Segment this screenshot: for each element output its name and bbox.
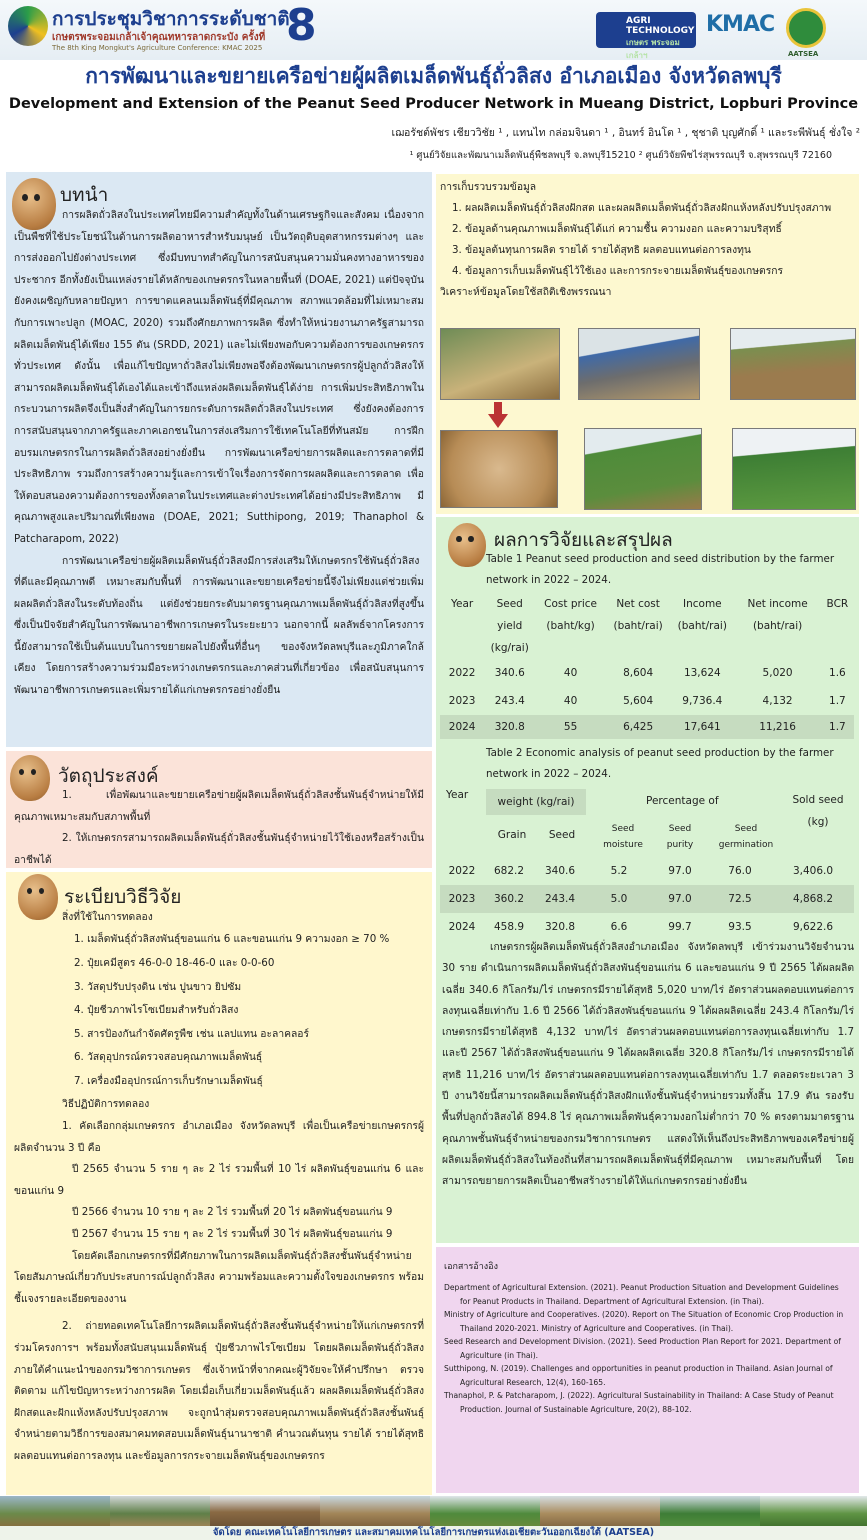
- material-item: 2. ปุ๋ยเคมีสูตร 46-0-0 18-46-0 และ 0-0-60: [74, 957, 275, 969]
- footer-photo: [320, 1496, 431, 1528]
- table1-header-line: (baht/rai): [613, 620, 663, 632]
- table1-cell: 5,020: [762, 667, 793, 679]
- table2-header-percentage: Percentage of: [646, 795, 719, 807]
- agri-logo-name: AGRI TECHNOLOGY: [626, 16, 695, 36]
- peanut-mascot-icon: [448, 523, 486, 567]
- reference-item: Ministry of Agriculture and Cooperatives. (2020). Report on The Situation of Economic Crop Production in: [444, 1310, 844, 1319]
- table2-subheader: Grain: [497, 829, 527, 841]
- conference-header: [0, 0, 867, 60]
- conference-logo: [8, 6, 48, 46]
- table-row: [440, 659, 854, 687]
- table1-cell: 6,425: [623, 721, 654, 733]
- field-visit-photo: [584, 428, 702, 510]
- poster-title-english: Development and Extension of the Peanut Seed Producer Network in Mueang District, Lopburi Province: [8, 96, 859, 112]
- table2: [440, 785, 854, 940]
- peanut-mascot-icon: [18, 874, 58, 920]
- table1-header-line: Income: [683, 598, 722, 610]
- agri-technology-logo: [596, 12, 696, 60]
- references-panel: [436, 1247, 859, 1493]
- table2-subheader: Seed moisture: [603, 824, 643, 850]
- table2-subheader: Seed purity: [666, 824, 694, 850]
- table2-cell: 2024: [448, 921, 476, 933]
- reference-item: Thanaphol, P. & Patcharapom, J. (2022). Agricultural Sustainability in Thailand: A Case Study of Peanut: [444, 1391, 834, 1400]
- table1-cell: 55: [563, 721, 578, 733]
- table2-cell: 458.9: [493, 921, 525, 933]
- table1-cell: 9,736.4: [682, 695, 723, 707]
- materials-heading: สิ่งที่ใช้ในการทดลอง: [62, 911, 153, 923]
- table2-caption: Table 2 Economic analysis of peanut seed production by the farmer network in 2022 – 2024.: [486, 747, 834, 780]
- table2-cell: 76.0: [728, 865, 752, 877]
- table1-cell: 2024: [448, 721, 476, 733]
- objectives-heading: วัตถุประสงค์: [58, 765, 159, 787]
- procedure-year-2565: ปี 2565 จำนวน 5 ราย ๆ ละ 2 ไร่ รวมพื้นที่ 10 ไร่ ผลิตพันธุ์ขอนแก่น 6 และขอนแก่น 9: [14, 1163, 424, 1197]
- table1-header-cell: [734, 593, 820, 659]
- data-collection-list: [440, 198, 854, 303]
- table2-cell: 320.8: [544, 921, 576, 933]
- conference-english: The 8th King Mongkut's Agriculture Conference: KMAC 2025: [52, 44, 263, 52]
- table2-cell: 243.4: [544, 893, 576, 905]
- table-row: [440, 885, 854, 913]
- table1-header-line: yield: [497, 620, 523, 632]
- introduction-paragraph-2: การพัฒนาเครือข่ายผู้ผลิตเมล็ดพันธุ์ถั่วลิสงมีการส่งเสริมให้เกษตรกรใช้พันธุ์ถั่วลิสงที่ดีและมีคุณภาพดี เหมาะสมกับพื้นที่ การพัฒนาและขยายเครือข่ายนี้จึงไม่เพียงแต่ช่วยเพิ่มผลผลิตถั่วลิสงในระดับท้องถิ่น แต่ยังช่วยยกระดับมาตรฐานคุณภาพเมล็ดพันธุ์ถั่วลิสงที่สูงขึ้น ซึ่งเป็นปัจจัยสำคัญในการพัฒนาอาชีพการเกษตรในระยะยาว นอกจากนี้ ผลลัพธ์จากโครงการนี้ยังสามารถใช้เป็นต้นแบบในการขยายผลไปยังพื้นที่อื่นๆ ของจังหวัดลพบุรีและภูมิภาคใกล้เคียง โดยการสร้างความร่วมมือระหว่างเกษตรกรและภาคส่วนที่เกี่ยวข้อง เพื่อสนับสนุนการพัฒนาอาชีพการเกษตรและเพิ่มรายได้แก่เกษตรกรอย่างยั่งยืน: [14, 554, 424, 697]
- data-collection-item: 2. ข้อมูลด้านคุณภาพเมล็ดพันธุ์ได้แก่ ความชื้น ความงอก และความบริสุทธิ์: [452, 223, 782, 235]
- reference-item: Department of Agricultural Extension. (2021). Peanut Production Situation and Development Guidelines: [444, 1283, 839, 1292]
- procedure-year-2567: ปี 2567 จำนวน 15 ราย ๆ ละ 2 ไร่ รวมพื้นที่ 30 ไร่ ผลิตพันธุ์ขอนแก่น 9: [72, 1227, 393, 1240]
- table1-caption: Table 1 Peanut seed production and seed distribution by the farmer network in 2022 – 2024.: [486, 553, 835, 586]
- table1-cell: 4,132: [762, 695, 793, 707]
- table2-cell: 4,868.2: [792, 893, 834, 905]
- reference-list: [444, 1281, 854, 1416]
- table1-header-line: Year: [451, 598, 474, 610]
- material-item: 6. วัสดุอุปกรณ์ตรวจสอบคุณภาพเมล็ดพันธุ์: [74, 1051, 263, 1063]
- aatsea-logo-icon: [786, 8, 826, 48]
- procedure-step-1: 1. คัดเลือกกลุ่มเกษตรกร อำเภอเมือง จังหวัดลพบุรี เพื่อเป็นเครือข่ายเกษตรกรผู้ผลิตจำนวน 3 ปี คือ: [14, 1120, 424, 1154]
- table2-subheader: Seed: [548, 829, 576, 841]
- reference-item-continued: Production. Journal of Sustainable Agriculture, 20(2), 88-102.: [460, 1404, 692, 1414]
- results-heading: ผลการวิจัยและสรุปผล: [494, 529, 673, 551]
- objective-item: 2. ให้เกษตรกรสามารถผลิตเมล็ดพันธุ์ถั่วลิสงชั้นพันธุ์จำหน่ายไว้ใช้เองหรือสร้างเป็นอาชีพได้: [14, 832, 424, 866]
- table2-cell: 360.2: [493, 893, 525, 905]
- introduction-body: [14, 205, 424, 702]
- crop-field-photo: [732, 428, 856, 510]
- reference-item: Seed Research and Development Division. (2021). Seed Production Plan Report for 2021. Department of: [444, 1337, 841, 1346]
- introduction-heading: บทนำ: [60, 184, 109, 206]
- footer-photo: [210, 1496, 321, 1528]
- data-collection-item: 4. ข้อมูลการเก็บเมล็ดพันธุ์ไว้ใช้เอง และการกระจายเมล็ดพันธุ์ของเกษตรกร: [452, 265, 784, 277]
- footer-photo: [0, 1496, 111, 1528]
- introduction-paragraph-1: การผลิตถั่วลิสงในประเทศไทยมีความสำคัญทั้งในด้านเศรษฐกิจและสังคม เนื่องจากเป็นพืชที่ใช้ประโยชน์ในด้านการผลิตอาหารสำหรับมนุษย์ เป็นวัตถุดิบอุตสาหกรรมต่างๆ และการส่งออกไปยังต่างประเทศ ซึ่งมีบทบาทสำคัญในการสนับสนุนความมั่นคงทางอาหารของประชากร อีกทั้งยังเป็นแหล่งรายได้หลักของเกษตรกรในหลายพื้นที่ (DOAE, 2021) แต่ปัจจุบันยังคงเผชิญกับหลายปัญหา การขาดแคลนเมล็ดพันธุ์ที่มีคุณภาพ สภาพแวดล้อมที่ไม่เหมาะสมกับการเพาะปลูก (MOAC, 2020) รวมถึงศักยภาพการผลิต ซึ่งทำให้หน่วยงานภาครัฐสามารถผลิตเมล็ดพันธุ์ได้เพียง 155 ตัน (SRDD, 2021) และไม่เพียงพอกับความต้องการของเกษตรกรทั่วประเทศ ดังนั้น เพื่อแก้ไขปัญหาถั่วลิสงไม่เพียงพอจึงต้องพัฒนาเกษตรกรผู้ปลูกถั่วลิสงให้สามารถผลิตเมล็ดพันธุ์ได้เองได้และเข้าถึงแหล่งผลิตเมล็ดพันธุ์ได้ง่าย การเพิ่มประสิทธิภาพในกระบวนการผลิตจึงเป็นสิ่งสำคัญในการยกระดับการผลิตถั่วลิสงในประเทศ ซึ่งยังคงต้องการการสนับสนุนจากภาครัฐและภาคเอกชนในการส่งเสริมการใช้เทคโนโลยีที่ทันสมัย การฝึกอบรมเกษตรกรในการผลิตถั่วลิสงอย่างยั่งยืน การพัฒนาเครือข่ายการผลิตและการตลาดที่มีประสิทธิภาพ รวมถึงการสร้างความรู้และการเข้าใจเรื่องการจัดการผลผลิตและการตลาด เพื่อให้ตอบสนองความต้องการของทั้งตลาดในประเทศและต่างประเทศได้อย่างมีประสิทธิภาพ มีคุณภาพสูงและปริมาณที่เพียงพอ (DOAE, 2021; Sutthipong, 2019; Thanaphol & Patcharapom, 2022): [14, 209, 424, 545]
- peanut-seed-photo: [440, 430, 558, 508]
- table1-header-cell: [535, 593, 606, 659]
- table1-cell: 243.4: [494, 695, 525, 707]
- arrow-down-icon: [488, 414, 508, 428]
- table2-header-sold: Sold seed (kg): [792, 794, 844, 828]
- table1-cell: 5,604: [623, 695, 654, 707]
- table2-header-year: Year: [446, 789, 469, 801]
- table2-cell: 2022: [448, 865, 476, 877]
- reference-item-continued: Agricultural Research, 12(4), 160-165.: [460, 1377, 606, 1387]
- table1-header-cell: [606, 593, 670, 659]
- objective-item: 1. เพื่อพัฒนาและขยายเครือข่ายผู้ผลิตเมล็ดพันธุ์ถั่วลิสงชั้นพันธุ์จำหน่ายให้มีคุณภาพเหมาะสมกับสภาพพื้นที่: [14, 789, 424, 823]
- table1-header-line: Net cost: [616, 598, 660, 610]
- references-heading: เอกสารอ้างอิง: [444, 1262, 498, 1272]
- table1-cell: 1.7: [829, 721, 846, 733]
- table2-cell: 682.2: [493, 865, 525, 877]
- data-collection-panel: [436, 174, 859, 514]
- procedure-selection: โดยคัดเลือกเกษตรกรที่มีศักยภาพในการผลิตเมล็ดพันธุ์ถั่วลิสงชั้นพันธุ์จำหน่าย โดยสัมภาษณ์เกี่ยวกับประสบการณ์ปลูกถั่วลิสง ความพร้อมและความตั้งใจของเกษตรกร พร้อมชี้แจงรายละเอียดของงาน: [14, 1249, 424, 1305]
- footer-photo: [110, 1496, 211, 1528]
- table2-cell: 3,406.0: [792, 865, 834, 877]
- aatsea-logo-text: AATSEA: [788, 50, 819, 58]
- data-collection-heading: การเก็บรวบรวมข้อมูล: [440, 181, 537, 193]
- material-item: 4. ปุ๋ยชีวภาพไรโซเบียมสำหรับถั่วลิสง: [74, 1004, 239, 1016]
- table1-cell: 2022: [448, 667, 476, 679]
- methodology-heading: ระเบียบวิธีวิจัย: [64, 886, 182, 908]
- table1-cell: 8,604: [623, 667, 654, 679]
- material-item: 7. เครื่องมืออุปกรณ์การเก็บรักษาเมล็ดพันธุ์: [74, 1075, 263, 1087]
- author-list: เฌอรัชต์พัชร เชียววิชัย ¹ , แทนไท กล่อมจินดา ¹ , อินทร์ อินโต ¹ , ชุชาติ บุญศักดิ์ ¹ และระพีพันธุ์ ชั่งใจ ²: [391, 127, 860, 139]
- reference-item-continued: Thailand 2020-2021. Ministry of Agriculture and Cooperatives. (in Thai).: [460, 1323, 734, 1333]
- table2-cell: 5.2: [610, 865, 628, 877]
- table1-header-cell: [484, 593, 535, 659]
- procedure-body: [14, 1116, 424, 1468]
- reference-item: Sutthipong, N. (2019). Challenges and opportunities in peanut production in Thailand. Asian Journal of: [444, 1364, 833, 1373]
- table1-header-line: BCR: [826, 598, 849, 610]
- kmac-logo: KMAC: [706, 12, 775, 37]
- table-row: [440, 857, 854, 885]
- data-collection-item: 3. ข้อมูลต้นทุนการผลิต รายได้ รายได้สุทธิ ผลตอบแทนต่อการลงทุน: [452, 244, 751, 256]
- results-summary-text: เกษตรกรผู้ผลิตเมล็ดพันธุ์ถั่วลิสงอำเภอเมือง จังหวัดลพบุรี เข้าร่วมงานวิจัยจำนวน 30 ราย ดำเนินการผลิตเมล็ดพันธุ์ถั่วลิสงพันธุ์ขอนแก่น 6 และขอนแก่น 9 ปี 2565 ได้ผลผลิตเฉลี่ย 340.6 กิโลกรัม/ไร่ เกษตรกรมีรายได้สุทธิ 5,020 บาท/ไร่ อัตราส่วนผลตอบแทนต่อการลงทุนเฉลี่ยเท่ากับ 1.6 ปี 2566 ได้ถั่วลิสงพันธุ์ขอนแก่น 9 ได้ผลผลิตเฉลี่ย 243.4 กิโลกรัม/ไร่ เกษตรกรมีรายได้สุทธิ 4,132 บาท/ไร่ อัตราส่วนผลตอบแทนต่อการลงทุนเฉลี่ยเท่ากับ 1.7 และปี 2567 ได้ถั่วลิสงพันธุ์ขอนแก่น 9 ได้ผลผลิตเฉลี่ย 320.8 กิโลกรัม/ไร่ เกษตรกรมีรายได้สุทธิ 11,216 บาท/ไร่ อัตราส่วนผลตอบแทนต่อการลงทุนเฉลี่ยเท่ากับ 1.7 ตลอดระยะเวลา 3 ปี งานวิจัยนี้สามารถผลิตเมล็ดพันธุ์ถั่วลิสงฝักแห้งชั้นพันธุ์จำหน่ายรวมทั้งสิ้น 17.9 ตัน รองรับพื้นที่ปลูกถั่วลิสงได้ 894.8 ไร่ คุณภาพเมล็ดพันธุ์ความงอกไม่ต่ำกว่า 70 % ตรงตามมาตรฐานคุณภาพชั้นพันธุ์จำหน่ายของกรมวิชาการเกษตร แสดงให้เห็นถึงประสิทธิภาพของเครือข่ายผู้ผลิตเมล็ดพันธุ์ถั่วลิสงในท้องถิ่นที่สามารถผลิตเมล็ดพันธุ์ที่มีคุณภาพ เหมาะสมกับพื้นที่ โดยสามารถขยายการผลิตเป็นอาชีพสร้างรายได้ให้แก่เกษตรกรอย่างยั่งยืน: [442, 941, 854, 1188]
- table-row: [440, 687, 854, 715]
- reference-item-continued: Agriculture (in Thai).: [460, 1350, 539, 1360]
- table1-header-line: (kg/rai): [490, 642, 529, 654]
- meeting-photo: [578, 328, 700, 400]
- table1-cell: 340.6: [494, 667, 525, 679]
- table1-header-cell: [670, 593, 734, 659]
- table1-header-row: [440, 593, 854, 659]
- poster-title-thai: การพัฒนาและขยายเครือข่ายผู้ผลิตเมล็ดพันธุ์ถั่วลิสง อำเภอเมือง จังหวัดลพบุรี: [85, 64, 782, 88]
- table1-cell: 1.7: [829, 695, 846, 707]
- objectives-list: [14, 785, 424, 871]
- table2-cell: 5.0: [610, 893, 628, 905]
- table2-cell: 9,622.6: [792, 921, 834, 933]
- table2-cell: 2023: [448, 893, 476, 905]
- agri-logo-sub: เกษตร พระจอมเกล้าฯ: [626, 38, 680, 60]
- objectives-panel: [6, 751, 432, 868]
- data-analysis-method: วิเคราะห์ข้อมูลโดยใช้สถิติเชิงพรรณนา: [440, 286, 612, 298]
- harvest-photo: [730, 328, 856, 400]
- table1-cell: 17,641: [683, 721, 721, 733]
- table2-cell: 99.7: [668, 921, 692, 933]
- table1-header-line: Seed: [496, 598, 523, 610]
- table1-cell: 13,624: [683, 667, 721, 679]
- table2-cell: 72.5: [728, 893, 752, 905]
- table1: [440, 593, 854, 739]
- table1-cell: 40: [563, 667, 578, 679]
- footer-photo: [540, 1496, 661, 1528]
- table1-cell: 1.6: [829, 667, 846, 679]
- table2-cell: 93.5: [728, 921, 752, 933]
- table1-cell: 320.8: [494, 721, 525, 733]
- table-row: [440, 715, 854, 739]
- material-item: 5. สารป้องกันกำจัดศัตรูพืช เช่น แลปแทน อะลาคลอร์: [74, 1028, 310, 1040]
- footer-photo: [430, 1496, 541, 1528]
- table2-cell: 97.0: [668, 893, 692, 905]
- procedure-year-2566: ปี 2566 จำนวน 10 ราย ๆ ละ 2 ไร่ รวมพื้นที่ 20 ไร่ ผลิตพันธุ์ขอนแก่น 9: [72, 1206, 393, 1219]
- reference-item-continued: for Peanut Products in Thailand. Department of Agricultural Extension. (in Thai).: [460, 1296, 765, 1306]
- results-summary: [442, 937, 854, 1193]
- table1-header-line: Net income: [747, 598, 808, 610]
- introduction-panel: [6, 172, 432, 747]
- table1-header-line: (baht/kg): [546, 620, 595, 632]
- procedure-step-2: 2. ถ่ายทอดเทคโนโลยีการผลิตเมล็ดพันธุ์ถั่วลิสงชั้นพันธุ์จำหน่ายให้แก่เกษตรกรที่ร่วมโครงการฯ พร้อมทั้งสนับสนุนเมล็ดพันธุ์ ปุ๋ยชีวภาพไรโซเบียม โดยผลิตเมล็ดพันธุ์ถั่วลิสงภายใต้คำแนะนำของกรมวิชาการเกษตร ซึ่งเจ้าหน้าที่จากคณะผู้วิจัยจะให้คำปรึกษา ตรวจติดตาม แก้ไขปัญหาระหว่างการผลิต โดยเมื่อเก็บเกี่ยวเมล็ดพันธุ์แล้ว ผลผลิตเมล็ดพันธุ์ถั่วลิสงฝักสดและฝักแห้งหลังปรับปรุงสภาพ จะถูกนำสุ่มตรวจสอบคุณภาพเมล็ดพันธุ์ถั่วลิสงชั้นพันธุ์จำหน่ายตามวิธีการของสมาคมทดสอบเมล็ดพันธุ์นานาชาติ คำนวณต้นทุน รายได้ รายได้สุทธิ ผลตอบแทนต่อการลงทุน และข้อมูลการกระจายเมล็ดพันธุ์ของเกษตรกร: [14, 1320, 424, 1462]
- footer-photo-strip: [0, 1496, 867, 1528]
- conference-subtitle: เกษตรพระจอมเกล้าเจ้าคุณทหารลาดกระบัง ครั้งที่: [52, 32, 266, 43]
- table1-header-cell: [821, 593, 854, 659]
- table2-cell: 97.0: [668, 865, 692, 877]
- material-item: 3. วัสดุปรับปรุงดิน เช่น ปูนขาว ยิปซัม: [74, 981, 242, 993]
- table2-body: [440, 857, 854, 941]
- methodology-panel: [6, 872, 432, 1495]
- table2-cell: 340.6: [544, 865, 576, 877]
- material-item: 1. เมล็ดพันธุ์ถั่วลิสงพันธุ์ขอนแก่น 6 และขอนแก่น 9 ความงอก ≥ 70 %: [74, 933, 390, 945]
- table1-header-line: Cost price: [544, 598, 597, 610]
- table1-cell: 2023: [448, 695, 476, 707]
- table1-header-line: (baht/rai): [677, 620, 727, 632]
- table2-cell: 6.6: [610, 921, 628, 933]
- conference-number: 8: [286, 0, 317, 51]
- data-collection-item: 1. ผลผลิตเมล็ดพันธุ์ถั่วลิสงฝักสด และผลผลิตเมล็ดพันธุ์ถั่วลิสงฝักแห้งหลังปรับปรุงสภาพ: [452, 202, 832, 214]
- table1-cell: 40: [563, 695, 578, 707]
- footer-organizer: จัดโดย คณะเทคโนโลยีการเกษตร และสมาคมเทคโนโลยีการเกษตรแห่งเอเชียตะวันออกเฉียงใต้ (AATSEA): [0, 1526, 867, 1540]
- affiliations: ¹ ศูนย์วิจัยและพัฒนาเมล็ดพันธุ์พืชลพบุรี จ.ลพบุรี15210 ² ศูนย์วิจัยพืชไร่สุพรรณบุรี จ.สุพรรณบุรี 72160: [409, 150, 832, 161]
- footer-photo: [760, 1496, 867, 1528]
- table1-cell: 11,216: [759, 721, 796, 733]
- table1-header-line: (baht/rai): [752, 620, 803, 632]
- table2-header-weight: weight (kg/rai): [486, 789, 586, 815]
- table1-header-cell: [440, 593, 484, 659]
- table2-subheader: Seed germination: [718, 824, 774, 850]
- field-photo: [440, 328, 560, 400]
- procedure-heading: วิธีปฏิบัติการทดลอง: [62, 1098, 150, 1110]
- conference-title: การประชุมวิชาการระดับชาติ: [52, 8, 290, 30]
- results-panel: [436, 517, 859, 1243]
- footer-photo: [660, 1496, 761, 1528]
